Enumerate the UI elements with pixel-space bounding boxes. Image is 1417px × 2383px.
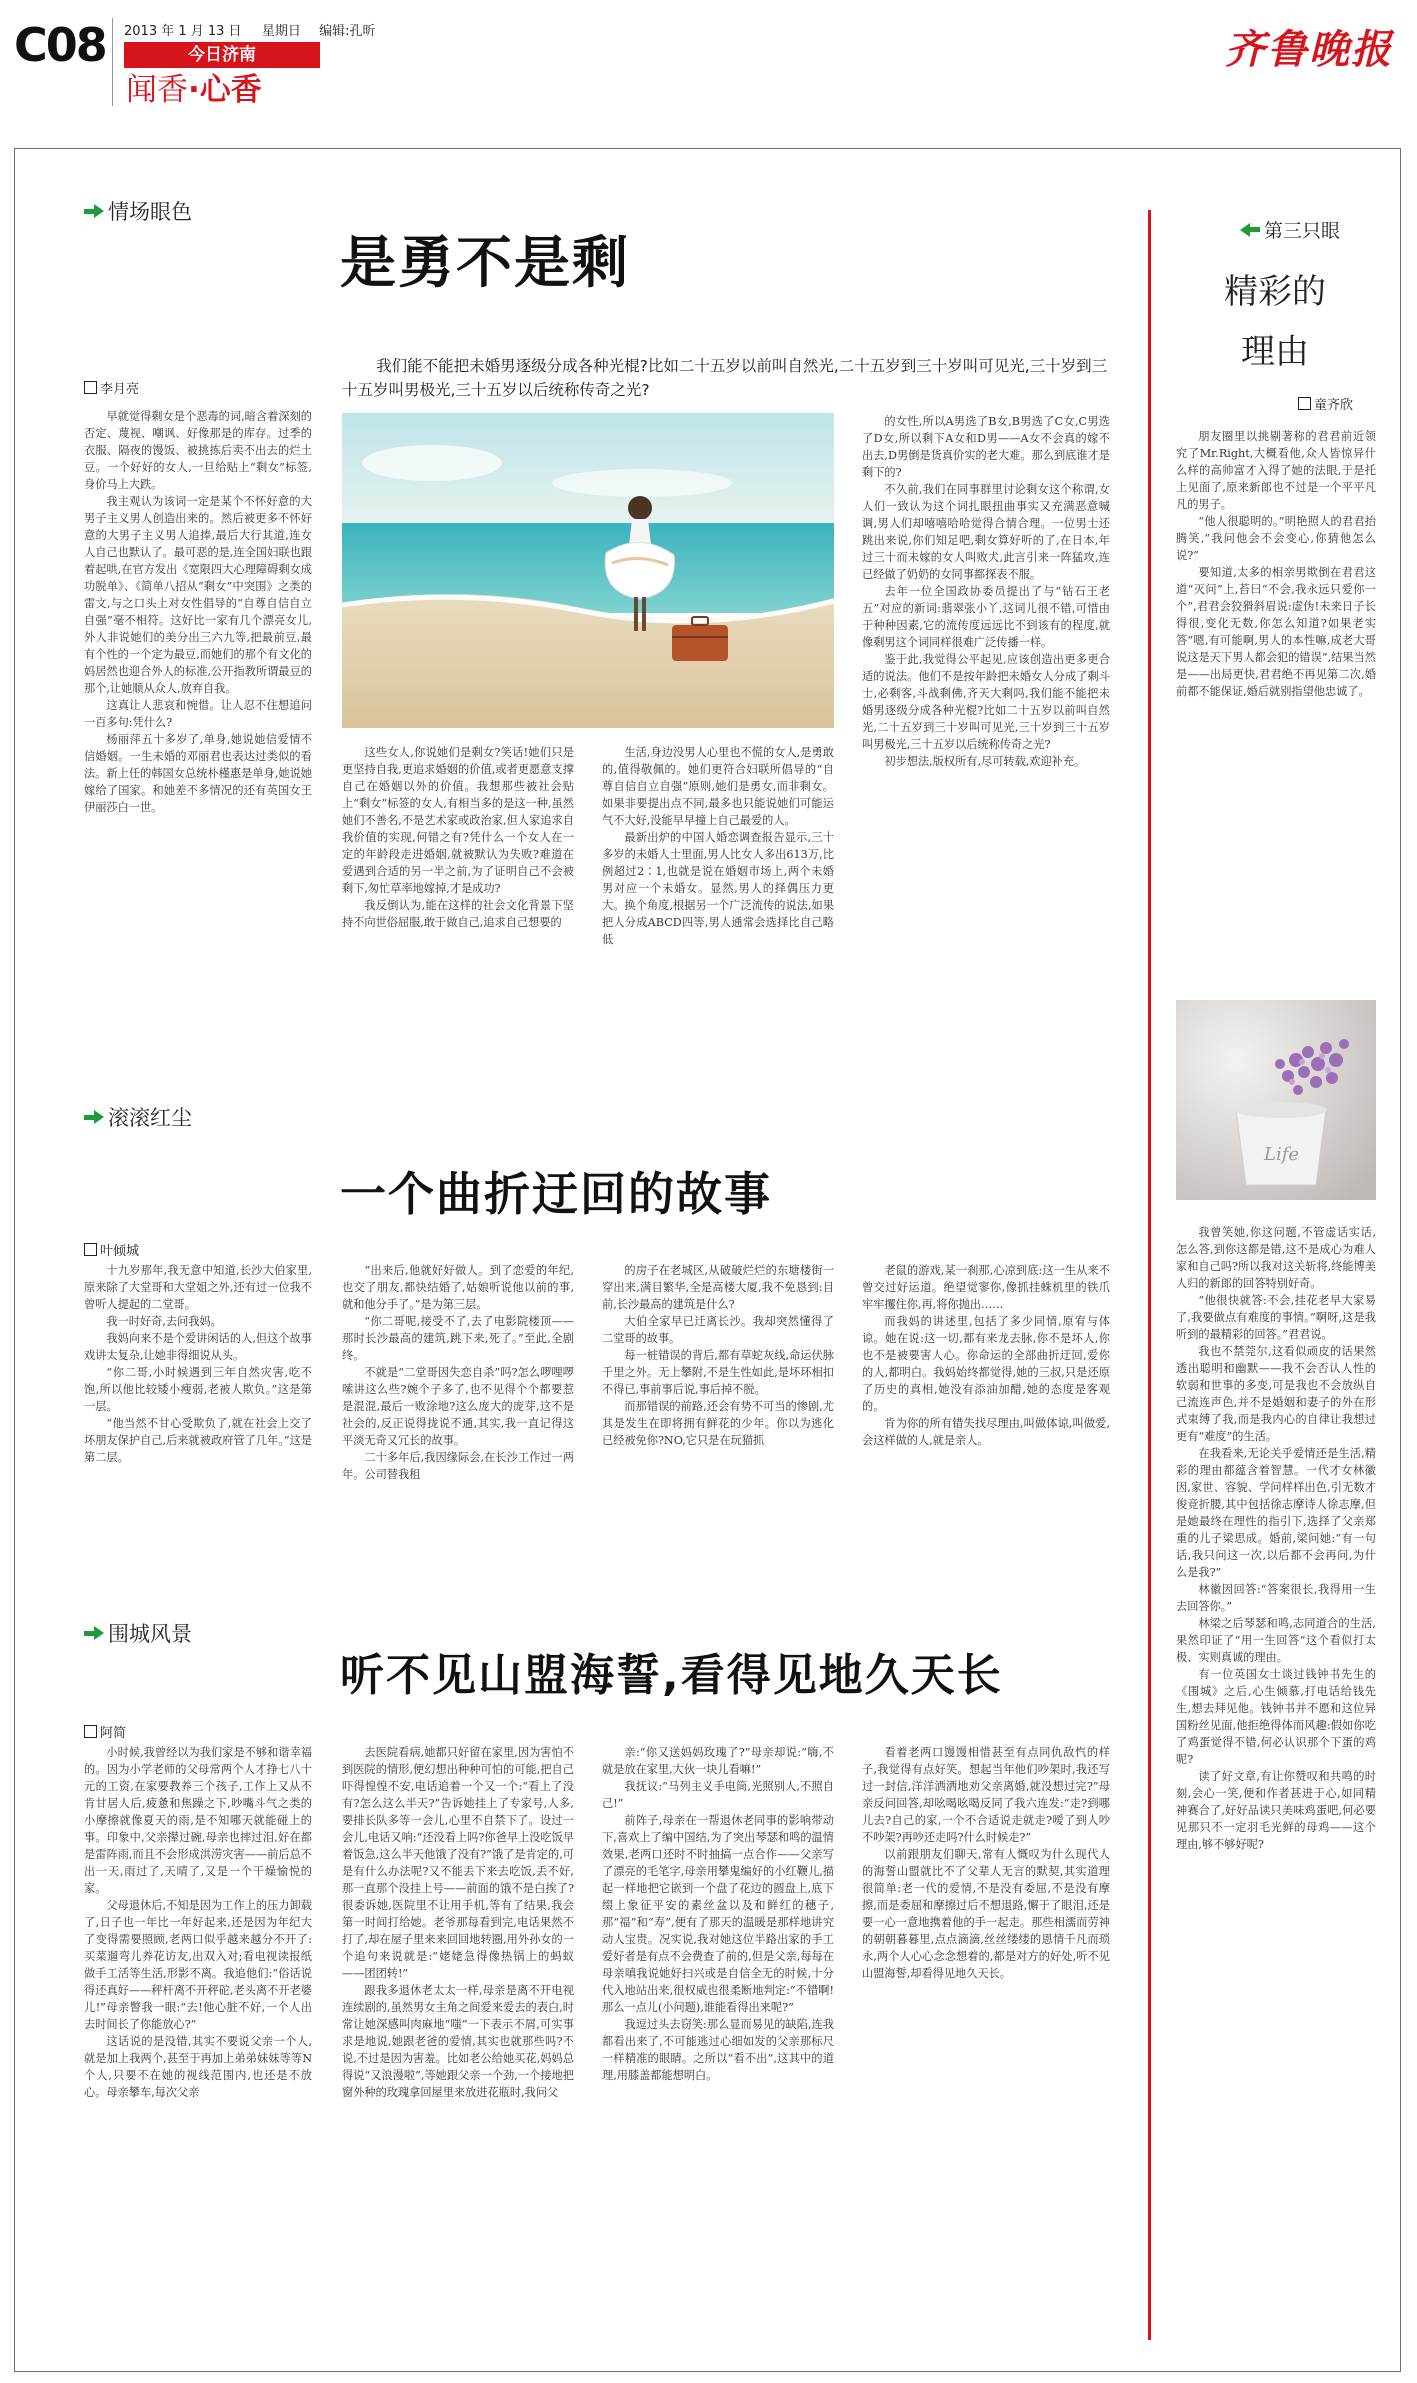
article3-column-2 — [342, 1744, 574, 2101]
paragraph: 的房子在老城区,从破破烂烂的东塘楼街一穿出来,满目繁华,全是高楼大厦,我不免恳到:目前,长沙最高的建筑是什么? — [602, 1264, 834, 1311]
article3-section-label — [84, 1618, 192, 1648]
paragraph: 我逗过头去窃笑:那么显而易见的缺陷,连我都看出来了,不可能逃过心细如发的父亲那标尺一样精准的眼睛。之所以“看不出”,这其中的道理,用膝盖都能想明白。 — [602, 2018, 834, 2082]
article3-column-1 — [84, 1744, 312, 2101]
paragraph: “他很快就答:不会,挂花老早大家易了,我要做点有难度的事情。”啊呀,这是我听到的最精彩的回答。”君君说。 — [1176, 1294, 1376, 1341]
article3-column-3 — [602, 1744, 834, 2084]
article2-title: 一个曲折迂回的故事 — [340, 1167, 772, 1221]
issue-date: 2013 年 1 月 13 日 — [124, 24, 242, 39]
article3-byline — [84, 1722, 126, 1741]
paragraph: “他当然不甘心受欺负了,就在社会上交了坏朋友保护自己,后来就被政府管了几年。”这是第二层。 — [84, 1417, 312, 1464]
paragraph: 以前跟朋友们聊天,常有人慨叹为什么现代人的海誓山盟就比不了父辈人无言的默契,其实道理很简单:老一代的爱情,不是没有委屈,不是没有摩擦,而是委屈和摩擦过后不想退路,懈于了眼泪,还是要一心一意地携着他的手一起走。那些相濡而劳神的朝朝暮暮里,点点滴滴,丝丝缕缕的恩情千凡而琐永,两个人心心念念想着的,都是对方的好处,听不见山盟海誓,却看得见地久天长。 — [862, 1848, 1110, 1980]
section-title-dot: · — [188, 72, 200, 108]
paragraph: 朋友圈里以挑剔著称的君君前近领究了Mr.Right,大概看他,众人皆惊异什么样的高帅富才入得了她的法眼,于是托上见面了,原来新郎也不过是一个平平凡凡的男子。 — [1176, 430, 1376, 511]
sidebar-column-bottom — [1176, 1224, 1376, 1853]
paragraph: 看着老两口馒馒相惜甚至有点同仇敌忾的样子,我觉得有点好笑。想起当年他们吵架时,我还写过一封信,洋洋洒洒地劝父亲离婚,就没想过完?”母亲反问回答,却吆喝吆喝反同了我六连发:“走?到哪儿去?自己的家,一个不合适说走就走?嗳了到人吵不吵架?再吵还走吗?什么时候走?” — [862, 1746, 1110, 1844]
sidebar-section-name: 第三只眼 — [1264, 220, 1341, 242]
section-title — [126, 72, 262, 108]
paragraph: 我抚议:“马列主义手电筒,光照别人,不照自己!” — [602, 1780, 834, 1810]
arrow-right-icon — [84, 1631, 94, 1636]
paragraph: “出来后,他就好好做人。到了恋爱的年纪,也交了朋友,都快结婚了,姑娘听说他以前的事,就和他分手了。”是为第三层。 — [342, 1264, 574, 1311]
paragraph: 的女性,所以A男选了B女,B男选了C女,C男选了D女,所以剩下A女和D男——A女不会真的嫁不出去,D男倒是货真价实的老大难。那么到底谁才是剩下的? — [862, 415, 1110, 479]
paragraph: 去医院看病,她都只好留在家里,因为害怕不到医院的情形,便幻想出种种可怕的可能,把自己吓得惶惶不安,电话追着一个又一个:“看上了没有?怎么这么半天?”告诉她挂上了专家号,人多,要排长队多等一会儿,心里不自禁下了。设过一会儿,电话又响:“还没看上吗?你爸早上没吃饭早着饭急,这么半天他饿了没有?”饿了是肯定的,可是有什么办法呢?又不能丢下来去吃饭,丢不好,那一直那个没挂上号——前面的饿不是白挨了?很委诉她,医院里不让用手机,等有了结果,我会第一时间打给她。老爷那每看到完,电话果然不打了,却在屋子里来来回回地转圈,用外孙女的一个追句来说就是:“姥姥急得像热锅上的蚂蚁——团团转!” — [342, 1746, 574, 1980]
article2-byline — [84, 1240, 139, 1259]
article1-column-1 — [84, 408, 312, 816]
sidebar-rule — [1148, 210, 1151, 2340]
paragraph: 杨丽萍五十多岁了,单身,她说她信爱情不信婚姻。一生未婚的邓丽君也表达过类似的看法。新上任的韩国女总统朴槿惠是单身,她说她嫁给了国家。和她差不多情况的还有英国女王伊丽莎白一世。 — [84, 733, 312, 814]
paragraph: “他人很聪明的。”明艳照人的君君抬腾笑,“我问他会不会变心,你猜他怎么说?” — [1176, 515, 1376, 562]
article1-title: 是勇不是剩 — [340, 231, 630, 296]
paragraph: 读了好文章,有让你赞叹和共鸣的时刻,会心一笑,便和作者甚进于心,如同精神赛合了,好好品读只美味鸡蛋吧,何必要见那只不一定羽毛光鲜的母鸡——这个理由,够不够好呢? — [1176, 1770, 1376, 1851]
page-number: C08 — [14, 18, 106, 72]
article1-byline — [84, 378, 139, 397]
paragraph: 早就觉得剩女是个恶毒的词,暗含着深刻的否定、蔑视、嘲讽、好像那是的库存。过季的衣服、隔夜的馒饭、被挑拣后卖不出去的烂土豆。一个好好的女人,一旦给贴上“剩女”标签,身价马上大跌。 — [84, 410, 312, 491]
paragraph: 去年一位全国政协委员提出了与“钻石王老五”对应的新词:翡翠张小丫,这词儿很不错,可惜由于种种因素,它的流传度远远比不到该有的程度,就像剩男这个词同样很难广泛传播一样。 — [862, 585, 1110, 649]
beach-scene-image — [342, 413, 834, 728]
paragraph: 亲:“你又送妈妈玫瑰了?”母亲却说:“嗨,不就是放在家里,大伙一块儿看嘛!” — [602, 1746, 834, 1776]
paragraph: 十九岁那年,我无意中知道,长沙大伯家里,原来除了大堂哥和大堂姐之外,还有过一位我不曾听人提起的二堂哥。 — [84, 1264, 312, 1311]
paragraph: 这话说的是没错,其实不要说父亲一个人,就是加上我两个,甚至于再加上弟弟妹妹等等N个人,只要不在她的视线范围内,也还是不放心。母亲攀车,每次父亲 — [84, 2035, 312, 2099]
article2-author: 叶倾城 — [100, 1244, 140, 1259]
paragraph: 林徽因回答:“答案很长,我得用一生去回答你。” — [1176, 1583, 1376, 1613]
section-title-plain: 闻香 — [126, 72, 188, 108]
paragraph: “你二哥呢,接受不了,去了电影院楼顶——那时长沙最高的建筑,跳下来,死了。”至此,全剧终。 — [342, 1315, 574, 1362]
cup-lettering: Life — [1264, 1144, 1300, 1165]
paragraph: 生活,身边没男人心里也不慌的女人,是勇敢的,值得敬佩的。她们更符合妇联所倡导的“自尊自信自立自强”原则,她们是勇女,而非剩女。如果非要提出点不同,最多也只能说她们可能运气不大好,没能早早撞上自己最爱的人。 — [602, 746, 834, 827]
paragraph: 我曾笑她,你这问题,不管虚话实话,怎么答,到你这都是错,这不是成心为难人家和自己吗?所以我对这关斩将,终能博美人归的新郎的回答特别好奇。 — [1176, 1226, 1376, 1290]
arrow-right-icon — [84, 1115, 94, 1120]
paragraph: 这些女人,你说她们是剩女?笑话!她们只是更坚持自我,更追求婚姻的价值,或者更愿意支撑自己在婚姻以外的价值。我想那些被社会贴上“剩女”标签的女人,有相当多的是这一种,虽然她们不善名,不是艺术家或政治家,但人家追求自我价值的实现,何错之有?凭什么一个女人在一定的年龄段走进婚姻,就被默认为失败?难道在爱遇到合适的另一半之前,为了证明自己不会被剩下,匆忙草率地嫁掉,才是成功? — [342, 746, 574, 895]
article2-column-4 — [862, 1262, 1110, 1449]
article1-section-label — [84, 196, 192, 226]
paragraph: 我一时好奇,去问我妈。 — [106, 1315, 222, 1328]
article1-author: 李月亮 — [100, 382, 140, 397]
article1-column-2 — [342, 744, 574, 931]
paragraph: 跟我多退休老太太一样,母亲是离不开电视连续剧的,虽然男女主角之间爱来爱去的表白,时常让她深感叫肉麻地“嗤”一下表示不屑,可实事求是地说,她跟老爸的爱情,其实也就那些吗?不说,不过是因为害羞。比如老公给她买花,妈妈总得说“又浪漫啦”,等她跟父亲一个劲,一个接地把窗外种的玫瑰拿回屋里来放进花瓶时,我问父 — [342, 1984, 574, 2099]
paragraph: 要知道,太多的相亲男欺倒在君君这道“灭问”上,苔曰“不会,我永远只爱你一个”,君君会狡猾斜眉说:虚伪!未来日子长得很,变化无数,你怎么知道?如果老实答“嗯,有可能啊,男人的本性嘛,成老大哥说这是天下男人都会犯的错误”,结果当然是——出局更快,君君绝不再见第二次,婚前都不能保证,婚后就别指望他忠诚了。 — [1176, 566, 1376, 698]
masthead-divider — [112, 18, 113, 106]
channel-tag-label: 今日济南 — [188, 45, 256, 65]
paragraph: 肯为你的所有错失找尽理由,叫做体谅,叫做爱,会这样做的人,就是亲人。 — [862, 1417, 1110, 1447]
article1-section-name: 情场眼色 — [108, 200, 192, 224]
paragraph: “你二哥,小时候遇到三年自然灾害,吃不饱,所以他比较矮小瘦弱,老被人欺负。”这是第一层。 — [84, 1366, 312, 1413]
sidebar-byline — [1298, 394, 1353, 413]
paragraph: 不久前,我们在同事群里讨论剩女这个称谓,女人们一致认为这个词扎眼扭曲事实又充满恶意喊调,男人们却嘻嘻哈哈觉得合情合理。一位男士还跳出来说,你们知足吧,剩女算好听的了,在日本,年过三十而未嫁的女人叫败犬,此言引来一阵猛攻,连已经做了奶奶的女同事都探表不服。 — [862, 483, 1110, 581]
paragraph: 我也不禁莞尔,这看似顽皮的话果然透出聪明和幽默——我不会否认人性的软弱和世事的多变,可是我也不会放纵自己流连声色,并不是婚姻和妻子的外在形式束缚了我,而是我内心的自律让我想过更有“难度”的生活。 — [1176, 1345, 1376, 1443]
paragraph: 老鼠的游戏,某一刹那,心凉到底:这一生从来不曾交过好运道。绝望觉寥你,像抓挂蛛机里的铁爪牢牢攫住你,再,将你抛出…… — [862, 1264, 1110, 1311]
masthead — [0, 0, 1417, 120]
article1-column-3 — [602, 744, 834, 948]
beach-illustration — [342, 413, 834, 728]
article3-title: 听不见山盟海誓,看得见地久天长 — [340, 1650, 1003, 1701]
arrow-right-icon — [84, 209, 94, 214]
arrow-left-icon — [1240, 223, 1250, 237]
paragraph: 这真让人悲哀和惋惜。让人忍不住想追问一百多句:凭什么? — [84, 699, 312, 729]
channel-tag — [124, 42, 320, 68]
paragraph: 我妈向来不是个爱讲闲话的人,但这个故事戏讲太复杂,让她非得细说从头。 — [84, 1332, 312, 1362]
article3-section-name: 围城风景 — [108, 1622, 192, 1646]
paragraph: 最新出炉的中国人婚恋调查报告显示,三十多岁的未婚人士里面,男人比女人多出613万,比例超过2∶1,也就是说在婚姻市场上,两个未婚男对应一个未婚女。显然,男人的择偶压力更大。换个角度,根据另一个广泛流传的说法,如果把人分成ABCD四等,男人通常会选择比自己略低 — [602, 831, 834, 946]
paragraph: 父母退休后,不知是因为工作上的压力卸载了,日子也一年比一年好起来,还是因为年纪大了变得需要照顾,老两口似乎越来越分不开了:买菜遛弯儿养花访友,出双入对;看电视读报纸做手工活等生活,形影不离。我追他们:“俗话说得还真好——秤杆离不开秤砣,老头离不开老婆儿!”母亲瞥我一眼:“去!他心脏不好,一个人出去时间长了你能放心?” — [84, 1899, 312, 2031]
flower-cup-photo — [1176, 1000, 1376, 1200]
sidebar-title-line1: 精彩的 — [1224, 272, 1326, 312]
paragraph: 前阵子,母亲在一帮退休老同事的影响带动下,喜欢上了编中国结,为了突出琴瑟和鸣的温情效果,老两口还时不时抽搞一点合作——父亲写了漂亮的毛笔字,母亲用攀鬼编好的小红鞭儿,描起一样地把它嵌到一个盘了花边的圆盘上,底下缀上象征平安的素丝盆以及和鲜红的穗子,那“福”和“寿”,便有了那天的温暖是那样地讲究动人宝贵。况实说,我对她这位半路出家的手工爱好者是有点不会费查了前的,但是父亲,每每在母亲嗔我说她好扫兴或是自信全无的时候,十分代入地站出来,很权威也很柔断地判定:“不错啊!那么一点儿(小问题),谁能看得出来呢?” — [602, 1814, 834, 2014]
paragraph: 在我看来,无论关乎爱情还是生活,精彩的理由都蕴含着智慧。一代才女林徽因,家世、容貌、学问样样出色,引无数才俊竞折腰,其中包括徐志摩诗人徐志摩,但是她最终在理性的指引下,选择了父亲郑重的儿子梁思成。婚前,梁问她:“有一句话,我只问这一次,以后都不会再问,为什么是我?” — [1176, 1447, 1376, 1579]
sidebar-section-label — [1240, 216, 1340, 243]
paragraph: 初步想法,版权所有,尽可转载,欢迎补充。 — [884, 755, 1086, 768]
paragraph: 鉴于此,我觉得公平起见,应该创造出更多更合适的说法。他们不是按年龄把未婚女人分成了剩斗士,必剩客,斗战剩佛,齐天大剩吗,我们能不能把未婚男逐级分成各种光棍?比如二十五岁以前叫自然光,二十五岁到三十岁叫可见光,三十岁到三十五岁叫男极光,三十五岁以后统称传奇之光? — [862, 653, 1110, 751]
paragraph: 我反倒认为,能在这样的社会文化背景下坚持不向世俗屈服,敢于做自己,追求自己想要的 — [342, 899, 574, 929]
article3-author: 阿简 — [100, 1726, 127, 1741]
article1-column-4 — [862, 413, 1110, 770]
article3-column-4 — [862, 1744, 1110, 1982]
sidebar-column-top — [1176, 428, 1376, 700]
paragraph: 有一位英国女士谈过钱钟书先生的《围城》之后,心生倾慕,打电话给钱先生,想去拜见他。钱钟书并不愿和这位异国粉丝见面,他拒绝得体而风趣:假如你吃了鸡蛋觉得不错,何必认识那个下蛋的鸡呢? — [1176, 1668, 1376, 1766]
paragraph: 二十多年后,我因缘际会,在长沙工作过一两年。公司替我租 — [342, 1451, 574, 1481]
masthead-dateline — [124, 20, 376, 39]
flower-cup-image — [1176, 1000, 1376, 1200]
paragraph: 每一桩错误的背后,都有草蛇灰线,命运伏脉千里之外。无上攀附,不是生性如此,是坏环相扣不得已,事前事后说,事后掉不脱。 — [602, 1349, 834, 1396]
article2-section-label — [84, 1102, 192, 1132]
editor-credit: 编辑:孔昕 — [319, 24, 376, 39]
article2-column-2 — [342, 1262, 574, 1483]
paragraph: 而那错误的前路,还会有势不可当的惨剧,尤其是发生在即将拥有鲜花的少年。你以为逃化已经被免你?NO,它只是在玩猫抓 — [602, 1400, 834, 1447]
paragraph: 不就是“二堂哥因失恋自杀”吗?怎么啰哩啰嗦讲这么些?婉个子多了,也不见得个个都要惹是混混,最后一败涂地?这么庞大的庞芽,这不是社会的,反正说得拢说不通,其实,我一直记得这平淡无奇又冗长的故事。 — [342, 1366, 574, 1447]
article2-section-name: 滚滚红尘 — [108, 1106, 192, 1130]
paragraph: 大伯全家早已迁离长沙。我却突然懂得了二堂哥的故事。 — [602, 1315, 834, 1345]
article1-lead: 我们能不能把未婚男逐级分成各种光棍?比如二十五岁以前叫自然光,二十五岁到三十岁叫可见光,三十岁到三十五岁叫男极光,三十五岁以后统称传奇之光? — [342, 357, 1108, 399]
article2-column-3 — [602, 1262, 834, 1449]
sidebar-title-line2: 理由 — [1241, 332, 1309, 372]
paragraph: 小时候,我曾经以为我们家是不够和谐幸福的。因为小学老师的父母常两个人才挣七八十元的工资,在家要教养三个孩子,工作上又从不肯甘居人后,疲惫和焦躁之下,吵嘴斗气之类的小摩擦就像夏天的雨,是不知哪天就能碰上的事。印象中,父亲撵过碗,母亲也摔过泪,好在都是雷阵雨,而且不会形成洪涝灾害——前后总不出一天,雨过了,天晴了,又是一个干燥愉悦的家。 — [84, 1746, 312, 1895]
paragraph: 我主观认为该词一定是某个不怀好意的大男子主义男人创造出来的。然后被更多不怀好意的大男子主义男人追捧,最后大行其道,连女人自己也默认了。最可恶的是,连全国妇联也跟着起哄,在官方发出《宽限四大心理障碍剩女成功脱单》、《简单八招从“剩女”中突围》之类的雷文,与之口头上对女性倡导的“自尊自信自立自强”毫不相符。这好比一家有几个漂亮女儿,外人非说她们的美分出三六九等,把最前豆,最有个性的一个定为最豆,而她们的那个有文化的妈居然也迎合外人的标准,公开指教所谓最豆的那个,让她顺从众人,放弃自我。 — [84, 495, 312, 695]
section-title-accent: 心香 — [199, 72, 262, 108]
sidebar-author: 童齐欣 — [1314, 398, 1354, 413]
paragraph: 林梁之后琴瑟和鸣,志同道合的生活,果然印证了“用一生回答”这个看似打太极、实则真诚的理由。 — [1176, 1617, 1376, 1664]
article2-column-1 — [84, 1262, 312, 1466]
sidebar-title — [1170, 262, 1380, 382]
paragraph: 而我妈的讲述里,包括了多少同情,原宥与体谅。她在说:这一切,都有来龙去脉,你不是坏人,你也不是被要害人心。你命运的全部曲折迂回,爱你的人,都明白。我妈始终都觉得,她的三叔,只是还原了历史的真相,她没有添油加醋,她的态度是客观的。 — [862, 1315, 1110, 1413]
newspaper-logo: 齐鲁晚报 — [1225, 26, 1393, 73]
issue-weekday: 星期日 — [261, 24, 301, 39]
